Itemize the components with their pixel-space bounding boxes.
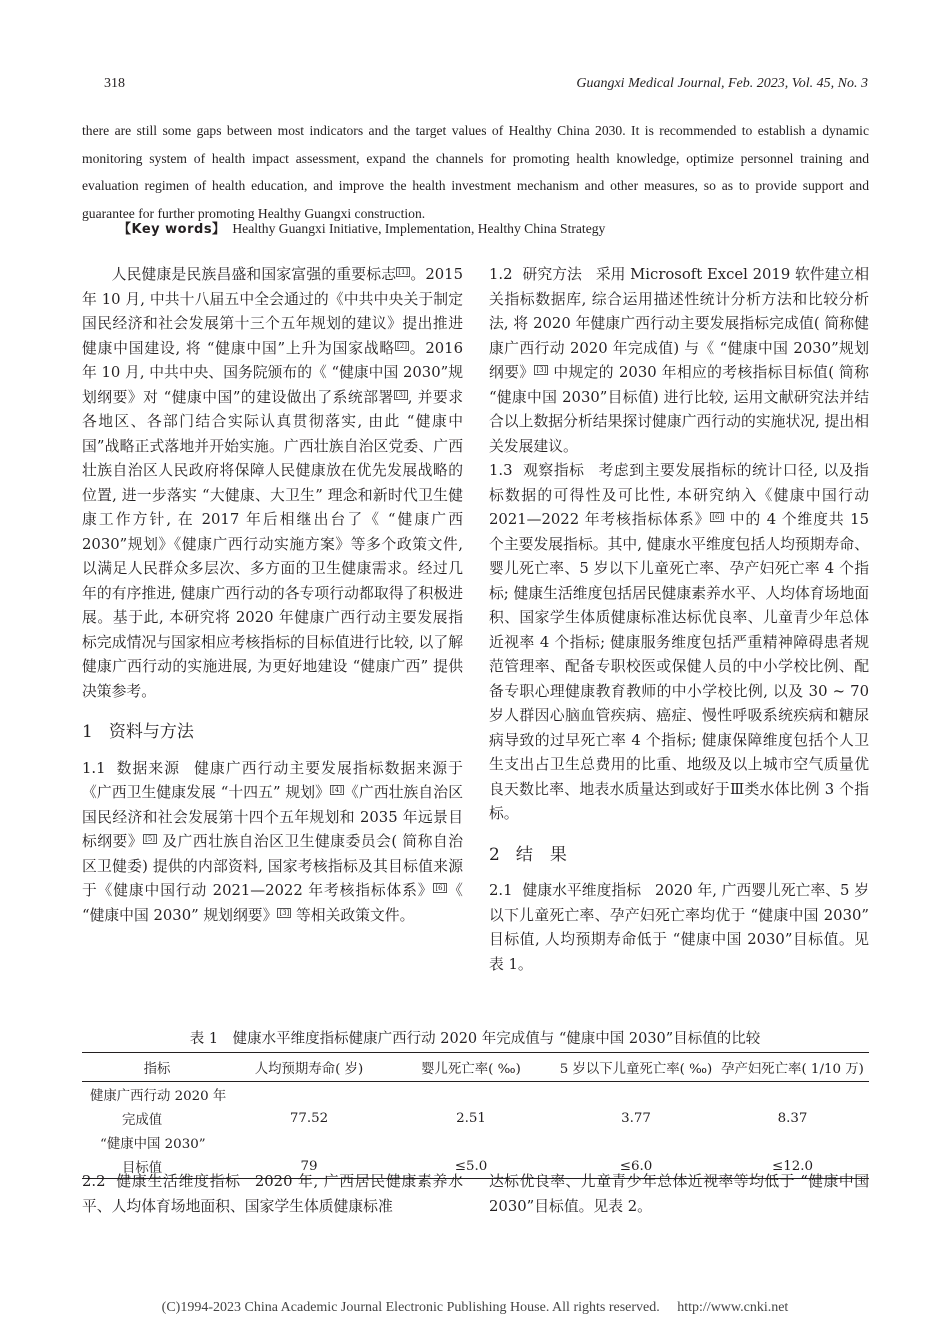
subsection-2-2-continued — [489, 1170, 869, 1219]
intro-text-a: 人民健康是民族昌盛和国家富强的重要标志 — [111, 266, 397, 283]
row-label: 完成值 — [122, 1112, 163, 1128]
intro-text-b: 。2015 年 10 月, 中共十八届五中全会通过的《中共中央关于制定国民经济和社会发展第十三个五年规划的建议》提出推进健康中国建设, 将 “健康中国”上升为国家战略 — [82, 266, 463, 357]
citation-ref[interactable]: [6] — [712, 513, 723, 521]
subsection-text: 《广西壮族自治区国民经济和社会发展第十四个五年规划和 2035 年远景目标纲要》 — [82, 784, 463, 850]
keywords-label: 【Key words】 — [118, 222, 226, 237]
citation-ref[interactable]: [3] — [279, 908, 290, 917]
table-row — [82, 1082, 869, 1107]
table-cell: 8.37 — [777, 1110, 808, 1126]
table-cell: ≤6.0 — [556, 1154, 716, 1179]
section-number: 2 — [489, 844, 500, 865]
subsection-text: 《 “健康中国 2030” 规划纲要》 — [82, 882, 463, 924]
section-2-heading — [489, 843, 869, 868]
table-cell: 2.51 — [456, 1110, 486, 1126]
keywords-value: Healthy Guangxi Initiative, Implementation, Healthy China Strategy — [232, 221, 606, 236]
table-header-cell: 人均预期寿命( 岁) — [232, 1053, 386, 1082]
subsection-1-2 — [489, 263, 869, 459]
subsection-text: 中规定的 2030 年相应的考核指标目标值( 简称 “健康中国 2030”目标值) 进行比较, 运用文献研究法并结合以上数据分析结果探讨健康广西行动的实施状况, 提出相关发展建议。 — [489, 364, 869, 455]
subsection-text: 采用 Microsoft Excel 2019 软件建立相关指标数据库, 综合运用描述性统计分析方法和比较分析法, 将 2020 年健康广西行动主要发展指标完成值( 简称健康广西行动 2020 年完成值) 与《 “健康中国 2030”规划纲要》 — [489, 266, 869, 381]
subsection-text: 达标优良率、儿童青少年总体近视率等均低于 “健康中国 2030”目标值。见表 2。 — [489, 1173, 869, 1215]
subsection-number: 1.3 — [489, 462, 513, 479]
citation-ref[interactable]: [6] — [435, 884, 446, 892]
subsection-2-1 — [489, 879, 869, 977]
citation-ref[interactable]: [1] — [398, 268, 409, 276]
citation-ref[interactable]: [4] — [332, 786, 342, 794]
citation-ref[interactable]: [2] — [397, 341, 407, 350]
right-column — [489, 263, 869, 977]
subsection-number: 2.1 — [489, 882, 513, 899]
table-header-row — [82, 1053, 869, 1082]
left-column — [82, 263, 463, 928]
table-cell: 3.77 — [621, 1110, 651, 1126]
citation-ref[interactable]: [3] — [536, 366, 547, 374]
table-header-cell: 指标 — [82, 1053, 232, 1082]
keywords-line — [118, 218, 605, 237]
subsection-1-3 — [489, 459, 869, 827]
row-label: 健康广西行动 2020 年 — [90, 1088, 227, 1104]
subsection-text: 考虑到主要发展指标的统计口径, 以及指标数据的可得性及可比性, 本研究纳入《健康中国行动 2021—2022 年考核指标体系》 — [489, 462, 869, 528]
table-header-cell: 5 岁以下儿童死亡率( ‰) — [556, 1053, 716, 1082]
subsection-2-2 — [82, 1170, 463, 1219]
subsection-text: 健康广西行动主要发展指标数据来源于《广西卫生健康发展 “十四五” 规划》 — [82, 759, 463, 801]
section-title: 结 果 — [515, 844, 567, 865]
table-header-cell: 孕产妇死亡率( 1/10 万) — [716, 1053, 869, 1082]
subsection-number: 1.1 — [82, 759, 106, 777]
table-row — [82, 1106, 869, 1130]
section-title: 资料与方法 — [108, 722, 194, 742]
table-cell: 77.52 — [289, 1110, 329, 1126]
intro-text-d: , 并要求各地区、各部门结合实际认真贯彻落实, 由此 “健康中国”战略正式落地并开始实施。广西壮族自治区党委、广西壮族自治区人民政府将保障人民健康放在优先发展战略的位置, 进一步落实 “大健康、大卫生” 理念和新时代卫生健康工作方针, 在 2017 年后相继出台了《 “健康广西 2030”规划》《健康广西行动实施方案》等多个政策文件, 以满足人民群众多层次、多方面的卫生健康需求。经过几年的有序推进, 健康广西行动的各专项行动都取得了积极进展。基于此, 本研究将 2020 年健康广西行动主要发展指标完成情况与国家相应考核指标的目标值进行比较, 以了解健康广西行动的实施进展, 为更好地建设 “健康广西” 提供决策参考。 — [82, 388, 463, 700]
citation-ref[interactable]: [5] — [145, 835, 156, 843]
intro-text-c: 。2016 年 10 月, 中共中央、国务院颁布的《 “健康中国 2030”规划纲要》对 “健康中国”的建设做出了系统部署 — [82, 339, 463, 406]
section-number: 1 — [82, 722, 93, 742]
subsection-text: 等相关政策文件。 — [291, 906, 415, 924]
table-header-cell: 婴儿死亡率( ‰) — [386, 1053, 556, 1082]
abstract-text: there are still some gaps between most indicators and the target values of Healthy China 2030. It is recommended to establish a dynamic monitoring system of health impact assessment, expand the channels for promoting health knowledge, optimize personnel training and evaluation regimen of health education, and improve the health investment mechanism and other measures, so as to provide support and guarantee for further promoting Healthy Guangxi construction. — [82, 123, 869, 221]
row-label: “健康中国 2030” — [100, 1136, 206, 1152]
copyright-footer: (C)1994-2023 China Academic Journal Electronic Publishing House. All rights reserved. http://www.cnki.net — [161, 1300, 789, 1315]
subsection-text: 2020 年, 广西婴儿死亡率、5 岁以下儿童死亡率、孕产妇死亡率均优于 “健康中国 2030” 目标值, 人均预期寿命低于 “健康中国 2030”目标值。见表 1。 — [489, 882, 869, 973]
citation-ref[interactable]: [3] — [395, 390, 406, 399]
table-1-caption: 表 1 健康水平维度指标健康广西行动 2020 年完成值与 “健康中国 2030”目标值的比较 — [189, 1031, 761, 1047]
subsection-text: 及广西壮族自治区卫生健康委员会( 简称自治区卫健委) 提供的内部资料, 国家考核指标及其目标值来源于《健康中国行动 2021—2022 年考核指标体系》 — [82, 833, 463, 899]
subsection-title: 健康生活维度指标 — [115, 1173, 241, 1190]
journal-running-head: Guangxi Medical Journal, Feb. 2023, Vol. 45, No. 3 — [576, 76, 868, 91]
subsection-text: 2020 年, 广西居民健康素养水平、人均体育场地面积、国家学生体质健康标准 — [82, 1173, 463, 1215]
intro-paragraph — [82, 263, 463, 704]
subsection-title: 数据来源 — [115, 759, 181, 777]
table-row — [82, 1130, 869, 1154]
subsection-title: 研究方法 — [522, 266, 582, 283]
table-1 — [82, 1052, 869, 1179]
page-number: 318 — [104, 76, 125, 91]
subsection-number: 2.2 — [82, 1173, 106, 1190]
table-cell: ≤5.0 — [386, 1154, 556, 1179]
subsection-title: 健康水平维度指标 — [522, 882, 642, 899]
subsection-1-1 — [82, 757, 463, 929]
subsection-title: 观察指标 — [522, 462, 585, 479]
table-cell: 79 — [232, 1154, 386, 1179]
row-label: 目标值 — [82, 1154, 232, 1179]
subsection-number: 1.2 — [489, 266, 513, 283]
subsection-text: 中的 4 个维度共 15 个主要发展指标。其中, 健康水平维度包括人均预期寿命、婴儿死亡率、5 岁以下儿童死亡率、孕产妇死亡率 4 个指标; 健康生活维度包括居民健康素养水平、人均体育场地面积、国家学生体质健康标准达标优良率、儿童青少年总体近视率 4 个指标; 健康服务维度包括严重精神障碍患者规范管理率、配备专职校医或保健人员的中小学校比例、配备专职心理健康教育教师的中小学校比例, 以及 30 ~ 70 岁人群因心脑血管疾病、癌症、慢性呼吸系统疾病和糖尿病导致的过早死亡率 4 个指标; 健康保障维度包括个人卫生支出占卫生总费用的比重、地级及以上城市空气质量优良天数比率、地表水质量达到或好于Ⅲ类水体比例 3 个指标。 — [489, 511, 869, 822]
table-cell: ≤12.0 — [716, 1154, 869, 1179]
section-1-heading — [82, 720, 463, 745]
